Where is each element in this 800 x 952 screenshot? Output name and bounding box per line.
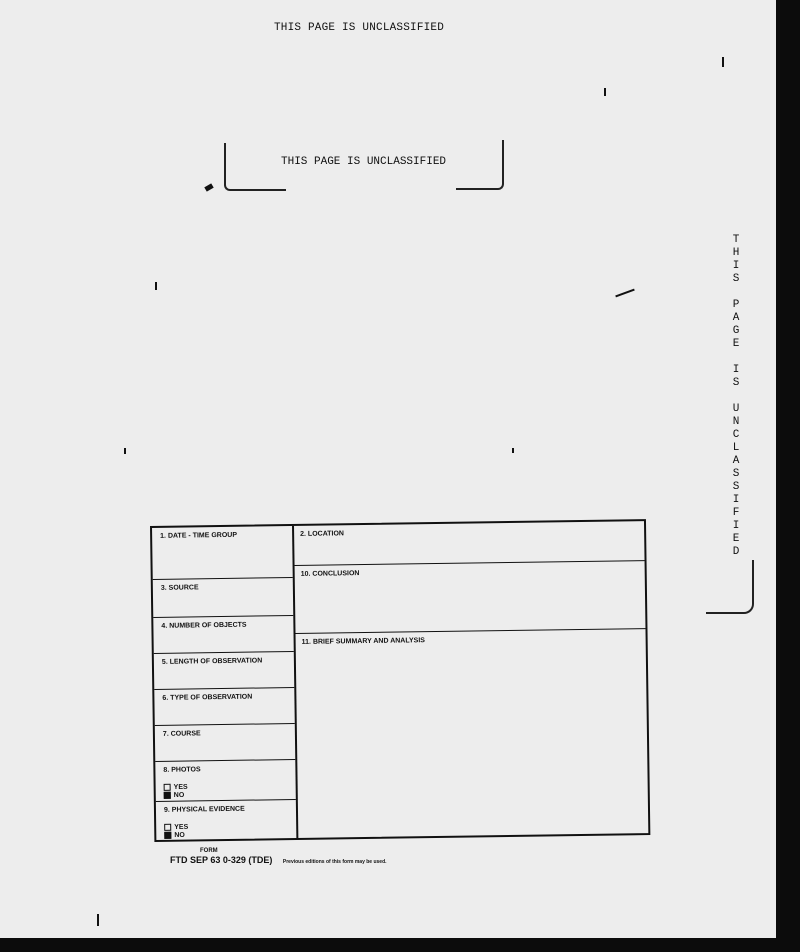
vertical-letter: C (732, 429, 740, 441)
summary-cell (296, 629, 649, 838)
scan-speck (615, 289, 634, 298)
photos-yes-label: YES (173, 783, 188, 792)
form-label: FORM (200, 848, 218, 854)
vertical-letter: E (732, 338, 740, 350)
vertical-letter: I (732, 520, 740, 532)
vertical-letter: I (732, 364, 740, 376)
location-cell (294, 521, 645, 566)
location-label: 2. LOCATION (300, 530, 345, 538)
length-of-observation-label: 5. LENGTH OF OBSERVATION (161, 657, 263, 666)
vertical-letter: U (732, 403, 740, 415)
vertical-letter: A (732, 312, 740, 324)
course-label: 7. COURSE (162, 730, 201, 738)
source-label: 3. SOURCE (160, 584, 199, 592)
date-time-group-label: 1. DATE - TIME GROUP (160, 531, 238, 540)
evidence-yes-label: YES (174, 823, 189, 832)
date-time-group-cell (152, 526, 293, 580)
vertical-letter: S (732, 481, 740, 493)
photos-cell (155, 760, 296, 802)
type-of-observation-cell (154, 688, 294, 726)
form-footer (170, 848, 387, 865)
source-cell (153, 578, 294, 618)
scan-speck (124, 448, 126, 454)
scan-speck (155, 282, 157, 290)
form-left-column (152, 526, 298, 840)
vertical-letter: D (732, 546, 740, 558)
length-of-observation-cell (154, 652, 294, 690)
conclusion-label: 10. CONCLUSION (300, 570, 360, 578)
vertical-letter: G (732, 325, 740, 337)
vertical-letter: I (732, 494, 740, 506)
course-cell (155, 724, 295, 762)
conclusion-cell (295, 561, 646, 634)
vertical-letter: H (732, 247, 740, 259)
vertical-letter (729, 286, 743, 299)
photos-no-label: NO (173, 792, 185, 800)
scan-speck (204, 183, 213, 191)
vertical-letter: L (732, 442, 740, 454)
project-record-form (150, 519, 650, 842)
vertical-letter: P (732, 299, 740, 311)
vertical-letter: N (732, 416, 740, 428)
vertical-letter: S (732, 273, 740, 285)
evidence-yes-checkbox[interactable] (164, 824, 171, 831)
vertical-classification-text (729, 234, 743, 559)
vertical-letter (729, 390, 743, 403)
vertical-letter: F (732, 507, 740, 519)
vertical-letter: A (732, 455, 740, 467)
scan-speck (512, 448, 514, 453)
physical-evidence-cell (156, 800, 297, 840)
scan-speck (97, 914, 99, 926)
physical-evidence-label: 9. PHYSICAL EVIDENCE (163, 805, 245, 814)
photos-no-option[interactable] (164, 790, 296, 799)
vertical-letter: I (732, 260, 740, 272)
vertical-letter: T (732, 234, 740, 246)
vertical-letter: S (732, 377, 740, 389)
vertical-letter (729, 351, 743, 364)
classification-stamp: THIS PAGE IS UNCLASSIFIED (281, 156, 447, 168)
evidence-no-checkbox[interactable] (164, 832, 171, 839)
vertical-letter: S (732, 468, 740, 480)
evidence-no-label: NO (174, 832, 185, 840)
scan-speck (604, 88, 606, 96)
vertical-stamp-bracket (706, 560, 754, 614)
vertical-letter: E (732, 533, 740, 545)
evidence-no-option[interactable] (164, 830, 296, 839)
form-note: Previous editions of this form may be used. (282, 859, 387, 865)
photos-yes-checkbox[interactable] (164, 784, 171, 791)
number-of-objects-cell (153, 616, 293, 654)
stamp-bracket-right (456, 140, 504, 190)
number-of-objects-label: 4. NUMBER OF OBJECTS (161, 621, 247, 630)
stamp-bracket-left (224, 143, 286, 191)
photos-label: 8. PHOTOS (163, 766, 201, 774)
classification-header: THIS PAGE IS UNCLASSIFIED (274, 22, 445, 34)
scan-speck (722, 57, 724, 67)
form-id: FTD SEP 63 0-329 (TDE) (170, 855, 273, 865)
summary-label: 11. BRIEF SUMMARY AND ANALYSIS (301, 637, 425, 646)
type-of-observation-label: 6. TYPE OF OBSERVATION (162, 693, 253, 702)
photos-no-checkbox[interactable] (164, 792, 171, 799)
